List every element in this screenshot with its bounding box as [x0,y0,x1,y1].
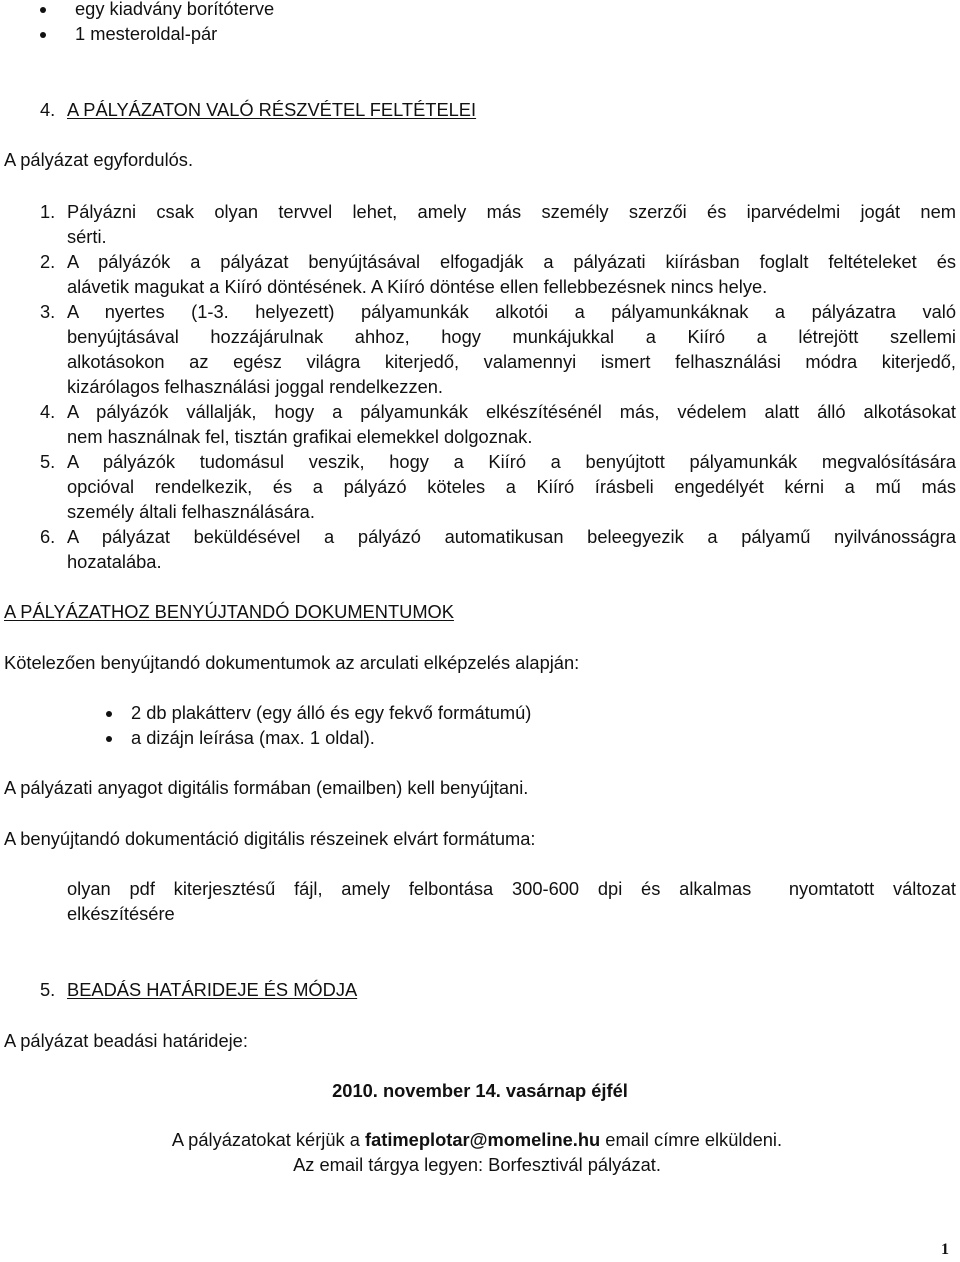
page-number: 1 [941,1241,949,1258]
condition-line: személy általi felhasználására. [67,501,315,522]
deadline-line [0,1078,960,1103]
condition-line: kizárólagos felhasználási joggal rendelkezzen. [67,376,444,397]
condition-number: 2. [40,251,56,272]
deadline-time: vasárnap éjfél [500,1080,628,1101]
condition-number: 6. [40,526,56,547]
email-address[interactable]: fatimeplotar@momeline.hu [365,1129,601,1150]
top-bullet-1: egy kiadvány borítóterve [75,0,275,19]
send-suffix: email címre elküldeni. [600,1129,783,1150]
condition-line: Pályázni csak olyan tervvel lehet, amely más személy szerzői és iparvédelmi jogát nem [67,201,956,222]
format-intro: A benyújtandó dokumentáció digitális részeinek elvárt formátuma: [4,828,536,849]
digital-submission-note: A pályázati anyagot digitális formában (emailben) kell benyújtani. [4,777,529,798]
top-bullet-2: 1 mesteroldal-pár [75,23,218,44]
format-line: elkészítésére [67,903,175,924]
bullet-dot [106,711,112,717]
section-4-title: A PÁLYÁZATON VALÓ RÉSZVÉTEL FELTÉTELEI [67,99,477,120]
condition-line: nem használnak fel, tisztán grafikai elemekkel dolgoznak. [67,426,533,447]
condition-line: alkotásokon az egész világra kiterjedő, valamennyi ismert felhasználási módra kiterjedő, [67,351,956,372]
section-5-title: BEADÁS HATÁRIDEJE ÉS MÓDJA [67,979,358,1000]
condition-line: A nyertes (1-3. helyezett) pályamunkák alkotói a pályamunkáknak a pályázatra való [67,301,956,322]
send-instruction [0,1127,954,1152]
condition-number: 1. [40,201,56,222]
required-doc-item-2: a dizájn leírása (max. 1 oldal). [131,727,375,748]
condition-line: A pályázók vállalják, hogy a pályamunkák elkészítésénél más, védelem alatt álló alkotásokat [67,401,956,422]
bullet-dot [106,736,112,742]
condition-number: 3. [40,301,56,322]
section-5-number: 5. [40,979,56,1000]
condition-line: A pályázók tudomásul veszik, hogy a Kiíró a benyújtott pályamunkák megvalósítására [67,451,956,472]
condition-line: alávetik magukat a Kiíró döntésének. A Kiíró döntése ellen fellebbezésnek nincs helye. [67,276,768,297]
format-line: olyan pdf kiterjesztésű fájl, amely felbontása 300-600 dpi és alkalmas nyomtatott változat [67,878,956,899]
documents-heading: A PÁLYÁZATHOZ BENYÚJTANDÓ DOKUMENTUMOK [4,601,454,622]
condition-line: benyújtásával hozzájárulnak ahhoz, hogy munkájukkal a Kiíró a létrejött szellemi [67,326,956,347]
bullet-dot [40,7,46,13]
condition-number: 4. [40,401,56,422]
condition-line: opcióval rendelkezik, és a pályázó köteles a Kiíró írásbeli engedélyét kérni a mű más [67,476,956,497]
condition-line: sérti. [67,226,107,247]
deadline-label: A pályázat beadási határideje: [4,1030,248,1051]
section-4-number: 4. [40,99,56,120]
deadline-date: 2010. november 14. [332,1080,501,1101]
condition-number: 5. [40,451,56,472]
required-docs-intro: Kötelezően benyújtandó dokumentumok az arculati elképzelés alapján: [4,652,580,673]
email-subject-line: Az email tárgya legyen: Borfesztivál pályázat. [293,1154,661,1175]
required-doc-item-1: 2 db plakátterv (egy álló és egy fekvő formátumú) [131,702,532,723]
condition-line: hozatalába. [67,551,162,572]
intro-text: A pályázat egyfordulós. [4,149,194,170]
condition-line: A pályázat beküldésével a pályázó automatikusan beleegyezik a pályamű nyilvánosságra [67,526,956,547]
send-prefix: A pályázatokat kérjük a [171,1129,365,1150]
bullet-dot [40,32,46,38]
condition-line: A pályázók a pályázat benyújtásával elfogadják a pályázati kiírásban foglalt feltételeket és [67,251,956,272]
